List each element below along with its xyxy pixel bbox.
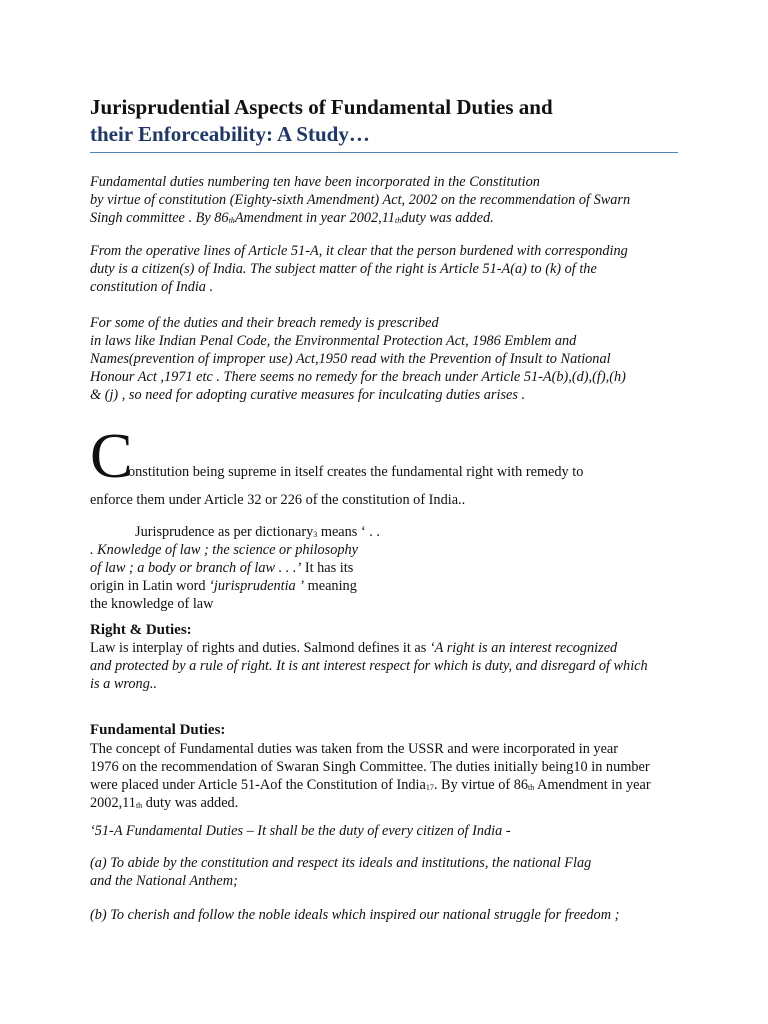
jurisprudence-paragraph <box>90 523 380 613</box>
intro-paragraph <box>90 173 630 227</box>
text-line: the knowledge of law <box>90 596 214 612</box>
text-line: is a wrong.. <box>90 676 157 692</box>
text-line: The concept of Fundamental duties was taken from the USSR and were incorporated in year <box>90 741 619 757</box>
fundamental-duties-paragraph <box>90 740 651 812</box>
text-line: Honour Act ,1971 etc . There seems no remedy for the breach under Article 51-A(b),(d),(f),(h) <box>90 369 626 385</box>
text-line: and protected by a rule of right. It is ant interest respect for which is duty, and disregard of which <box>90 658 648 674</box>
constitution-line1 <box>128 463 583 481</box>
article-clause-b <box>90 906 619 924</box>
text-line: Fundamental duties numbering ten have been incorporated in the Constitution <box>90 174 540 190</box>
text-line: (a) To abide by the constitution and respect its ideals and institutions, the national Flag <box>90 855 592 871</box>
text-line: Law is interplay of rights and duties. Salmond defines it as ‘A right is an interest recognized <box>90 640 618 656</box>
text-line: in laws like Indian Penal Code, the Environmental Protection Act, 1986 Emblem and <box>90 333 577 349</box>
text-line: of law ; a body or branch of law . . .’ It has its <box>90 560 354 576</box>
rights-duties-heading: Right & Duties: <box>90 622 192 638</box>
text-line: $2002,11_{th}$ duty was added. <box>90 795 239 811</box>
text-line: From the operative lines of Article 51-A, it clear that the person burdened with corresponding <box>90 243 628 259</box>
article-51a-paragraph <box>90 242 628 296</box>
text-line: origin in Latin word ‘jurisprudentia ’ meaning <box>90 578 357 594</box>
article-intro <box>90 822 511 840</box>
text-line: Jurisprudence as per dictionary$_3$ means ‘ . . <box>135 524 380 540</box>
text-line: Names(prevention of improper use) Act,1950 read with the Prevention of Insult to National <box>90 351 611 367</box>
rights-duties-paragraph <box>90 639 648 693</box>
text-line: . Knowledge of law ; the science or philosophy <box>90 542 359 558</box>
text-line: ‘51-A Fundamental Duties – It shall be the duty of every citizen of India - <box>90 823 511 839</box>
article-clause-a <box>90 854 591 890</box>
text-line: enforce them under Article 32 or 226 of the constitution of India.. <box>90 492 466 508</box>
text-line: For some of the duties and their breach remedy is prescribed <box>90 315 439 331</box>
text-line: & (j) , so need for adopting curative measures for inculcating duties arises . <box>90 387 526 403</box>
text-line: 1976 on the recommendation of Swaran Singh Committee. The duties initially being10 in number <box>90 759 650 775</box>
constitution-line2 <box>90 491 465 509</box>
text-line: by virtue of constitution (Eighty-sixth Amendment) Act, 2002 on the recommendation of Swarn <box>90 192 631 208</box>
text-line: onstitution being supreme in itself creates the fundamental right with remedy to <box>128 464 584 480</box>
remedy-paragraph <box>90 314 626 404</box>
text-line: duty is a citizen(s) of India. The subject matter of the right is Article 51-A(a) to (k) of the <box>90 261 597 277</box>
title-divider <box>90 152 678 153</box>
text-line: constitution of India . <box>90 279 214 295</box>
document-title-line2: their Enforceability: A Study… <box>90 122 370 146</box>
fundamental-duties-heading: Fundamental Duties: <box>90 722 226 738</box>
text-line: were placed under Article 51-Aof the Constitution of India$_{17}$. By virtue of $86_{th}$ Amendment in year <box>90 777 651 793</box>
text-line: Singh committee . By $86_{th}Amendment$ in year $2002,11_{th}duty$ was added. <box>90 210 494 226</box>
drop-cap: C <box>90 420 133 491</box>
text-line: and the National Anthem; <box>90 873 238 889</box>
document-title-line1: Jurisprudential Aspects of Fundamental Duties and <box>90 95 553 119</box>
text-line: (b) To cherish and follow the noble ideals which inspired our national struggle for freedom ; <box>90 907 620 923</box>
